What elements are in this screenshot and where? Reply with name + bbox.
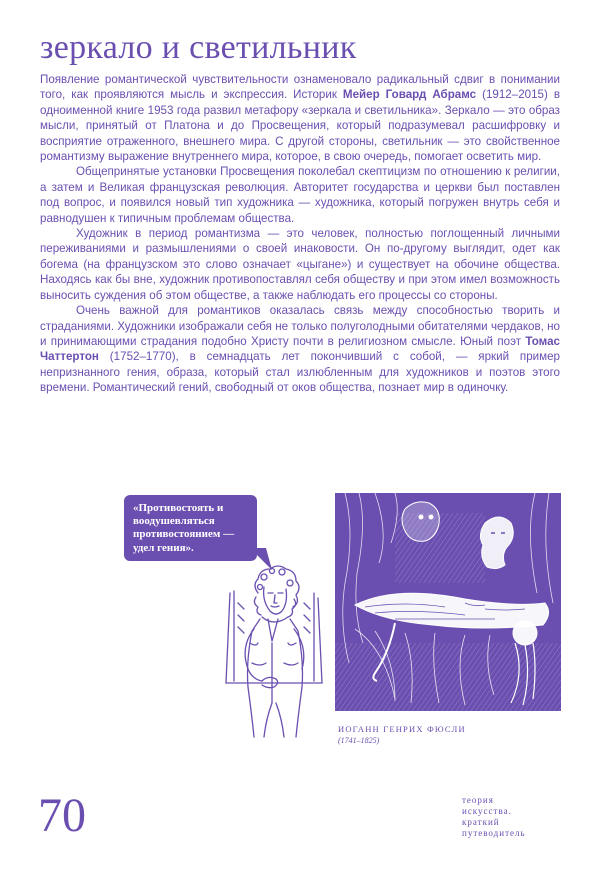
person-name: Томас Чаттертон — [40, 334, 560, 364]
quote-bubble — [124, 495, 257, 561]
text-run: Общепринятые установки Просвещения поколебал скептицизм по отношению к религии, а затем и Великая французская революция. Авторитет государства и церкви был поставлен под вопрос, и появился новый тип художника — художника, который погружен внутрь себя и равнодушен к типичным проблемам общества. — [40, 165, 560, 225]
nightmare-painting — [335, 493, 561, 711]
illustration-caption-artist: ИОГАНН ГЕНРИХ ФЮСЛИ — [338, 724, 466, 734]
paragraph-4 — [40, 303, 560, 395]
paragraph-3 — [40, 226, 560, 303]
article-body — [40, 72, 560, 396]
book-title-line: теория — [462, 795, 494, 805]
book-title-line: краткий — [462, 817, 500, 827]
paragraph-1 — [40, 72, 560, 164]
paragraph-2 — [40, 164, 560, 226]
text-run: (1912–2015) в одноименной книге 1953 года развил метафору «зеркала и светильника». Зеркало — это образ мысли, принятый от Платона и до Просвещения, который подразумевал расшифровку и восприятие отраженного, внешнего мира. С другой стороны, светильник — это свойственное романтизму выражение внутреннего мира, которое, в свою очередь, помогает осветить мир. — [40, 88, 561, 164]
quote-text: «Противостоять и воодушевляться противостоянием — удел гения». — [133, 502, 235, 554]
illustration-caption-dates: (1741–1825) — [338, 736, 380, 745]
romantic-artist-illustration — [224, 563, 324, 738]
text-run: Появление романтической чувствительности ознаменовало радикальный сдвиг в понимании того, как проявляются мысль и экспрессия. Историк — [40, 73, 560, 102]
book-title-line: искусства. — [462, 806, 512, 816]
painting-artwork — [335, 493, 561, 711]
person-name: Мейер Говард Абрамс — [342, 88, 477, 102]
text-run: (1752–1770), в семнадцать лет покончивший с собой, — яркий пример непризнанного гения, образа, который стал излюбленным для художников и поэтов этого времени. Романтический гений, свободный от оков общества, познает мир в одиночку. — [40, 350, 560, 395]
book-title — [462, 795, 572, 839]
page-number: 70 — [38, 789, 86, 842]
text-run: Художник в период романтизма — это человек, полностью поглощенный личными переживаниями и размышлениями о своей инаковости. Он по-другому выглядит, одет как богема (на французском это слово означает «цыгане») и существует на обочине общества. Находясь как бы вне, художник противопоставлял себя обществу и при этом имел возможность выносить суждения об этом обществе, а также наблюдать его процессы со стороны. — [40, 227, 560, 302]
page-title: зеркало и светильник — [40, 29, 357, 66]
book-title-line: путеводитель — [462, 828, 526, 838]
text-run: Очень важной для романтиков оказалась связь между способностью творить и страданиями. Художники изображали себя не только полуголодными обитателями чердаков, но и принимающими страдания подобно Христу почти в религиозном смысле. Юный поэт — [40, 304, 560, 348]
